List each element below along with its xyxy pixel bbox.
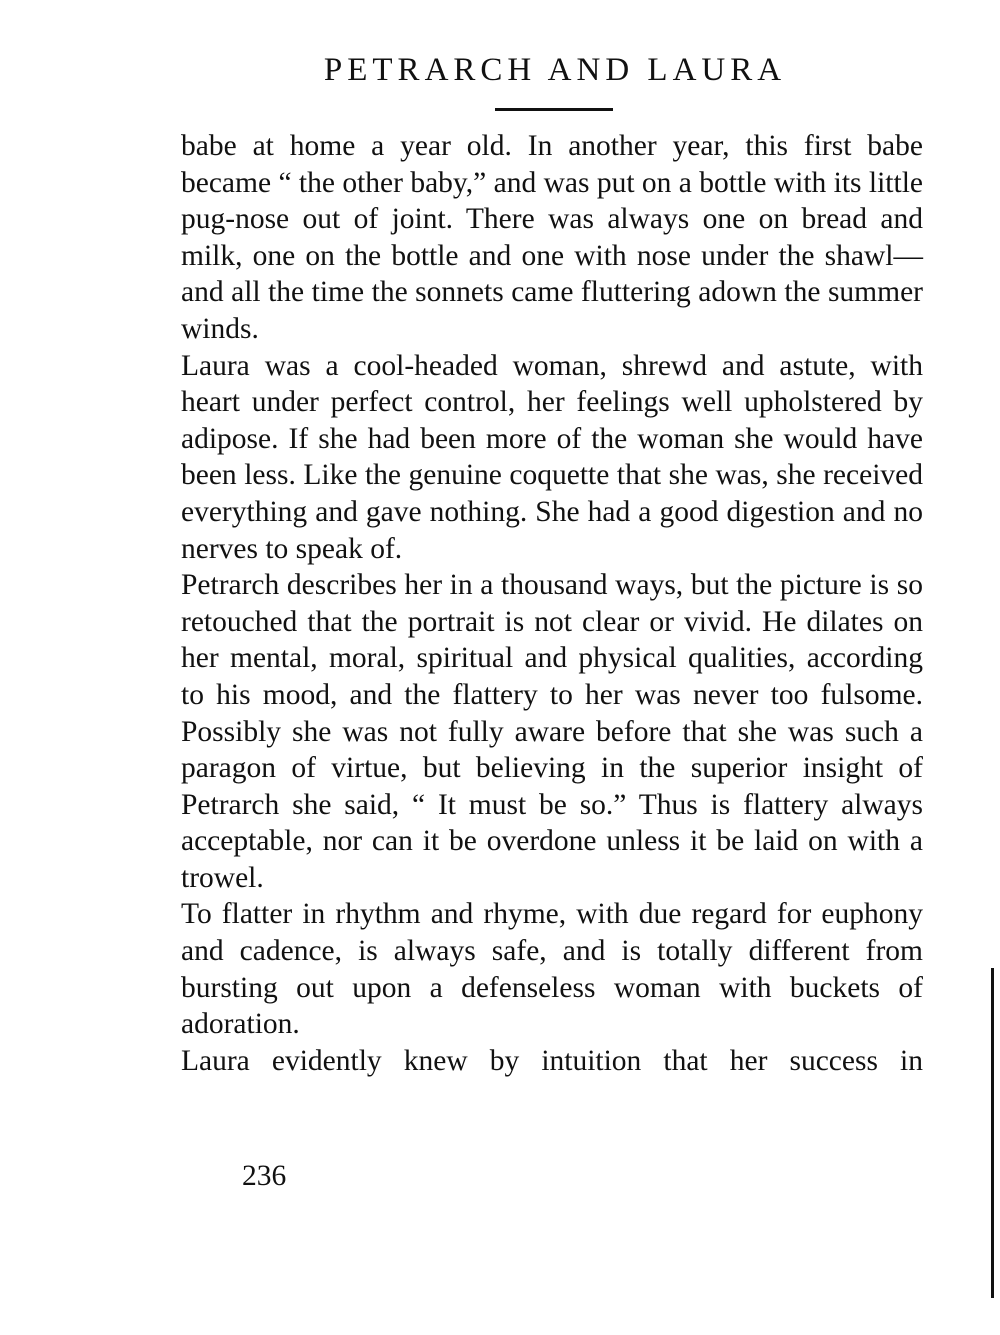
title-rule xyxy=(495,108,613,111)
scan-edge-line xyxy=(991,968,994,1298)
paragraph-5: Laura evidently knew by intuition that her success in xyxy=(181,1044,923,1077)
paragraph-4: To flatter in rhythm and rhyme, with due regard for euphony and cadence, is always safe, and is totally different from bursting out upon a defenseless woman with buckets of adoration. xyxy=(181,898,923,1041)
page-number: 236 xyxy=(242,1160,287,1192)
paragraph-3: Petrarch describes her in a thousand ways, but the picture is so retouched that the portrait is not clear or vivid. He dilates on her mental, moral, spiritual and physical qualities, according to his mood, and the flattery to her was never too fulsome. Possibly she was not fully aware before that she was such a paragon of virtue, but believing in the superior insight of Petrarch she said, “ It must be so.” Thus is flattery always acceptable, nor can it be overdone unless it be laid on with a trowel. xyxy=(181,569,923,894)
body-text xyxy=(181,128,923,1079)
running-title: PETRARCH AND LAURA xyxy=(323,52,787,88)
paragraph-2: Laura was a cool-headed woman, shrewd and astute, with heart under perfect control, her feelings well upholstered by adipose. If she had been more of the woman she would have been less. Like the genuine coquette that she was, she received everything and gave nothing. She had a good digestion and no nerves to speak of. xyxy=(181,349,923,565)
paragraph-1: babe at home a year old. In another year, this first babe became “ the other baby,” and was put on a bottle with its little pug-nose out of joint. There was always one on bread and milk, one on the bottle and one with nose under the shawl—and all the time the sonnets came fluttering adown the summer winds. xyxy=(181,130,923,345)
